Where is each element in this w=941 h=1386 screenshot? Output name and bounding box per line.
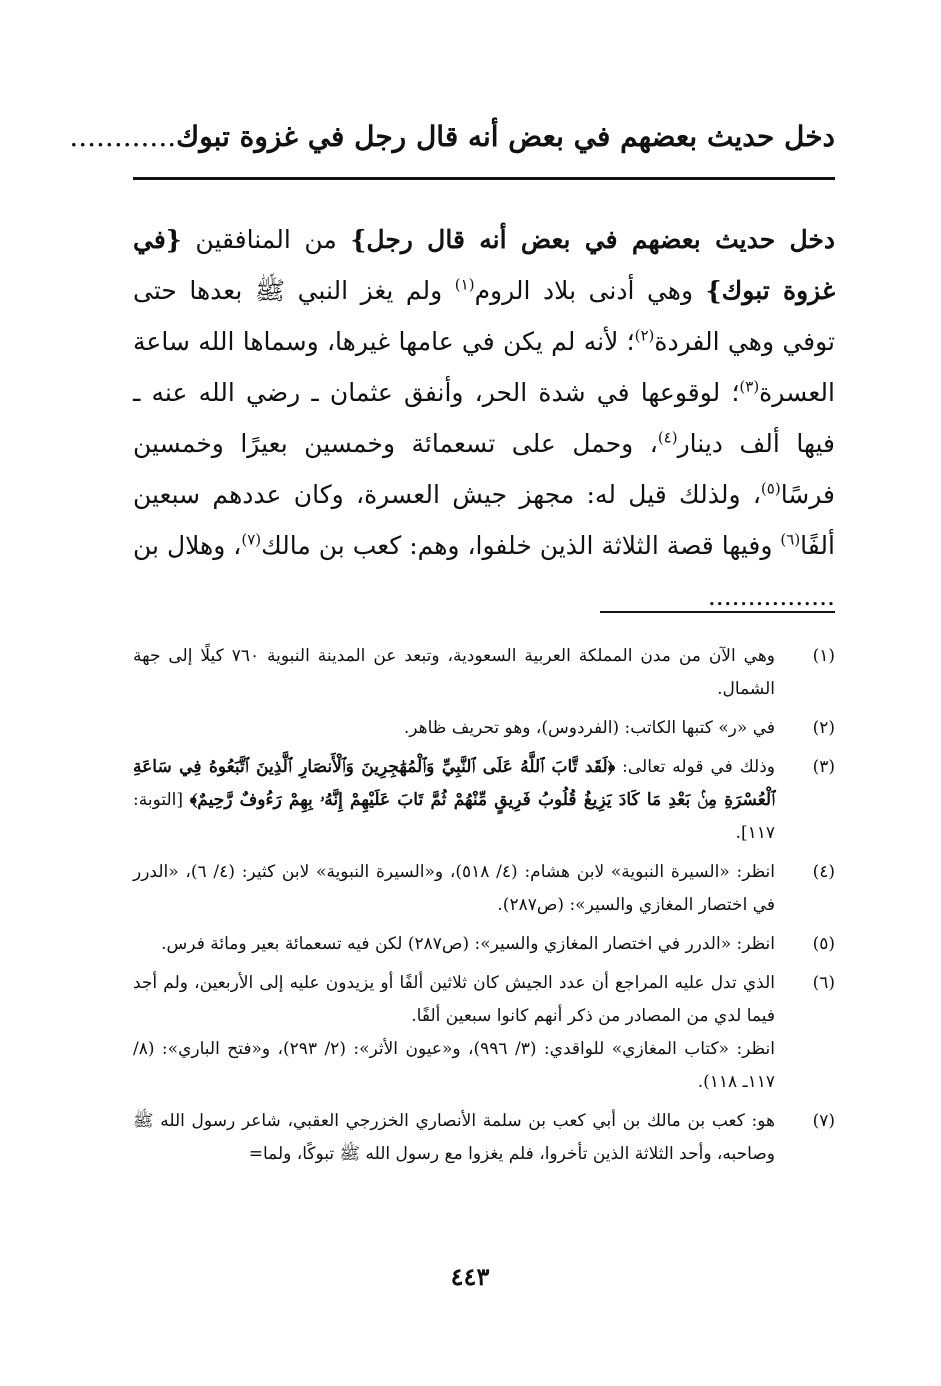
- commentary-text: من المنافقين: [181, 225, 351, 254]
- continuation-dots: ................: [707, 582, 835, 611]
- commentary-text: ؛ لوقوعها في شدة الحر، وأنفق عثمان ـ رضي الله عنه ـ فيها ألف دينار: [133, 378, 836, 458]
- footnote-6: [133, 967, 835, 1099]
- footnote-number: (٢): [812, 718, 835, 738]
- footnote-intro: وذلك في قوله تعالى:: [615, 757, 776, 777]
- footnote-ref-2[interactable]: (٢): [634, 326, 655, 345]
- commentary-text: ، ولذلك قيل له: مجهز جيش العسرة، وكان عددهم سبعين ألفًا: [133, 480, 835, 560]
- footnote-7: [133, 1105, 835, 1171]
- commentary-text: وفيها قصة الثلاثة الذين خلفوا، وهم: كعب بن مالك: [261, 531, 781, 560]
- main-paragraph: [133, 214, 835, 622]
- footnote-text: [133, 967, 775, 1099]
- footnote-1: [133, 640, 835, 706]
- footnote-number: (٥): [812, 934, 835, 954]
- header-dots: ............: [69, 120, 177, 153]
- main-text: [133, 214, 835, 622]
- footnote-text: [133, 751, 775, 850]
- page-number: ٤٤٣: [450, 1262, 490, 1291]
- footnote-ref-6[interactable]: (٦): [780, 530, 801, 549]
- quran-verse: ﴿لَقَد تَّابَ ٱللَّهُ عَلَى ٱلنَّبِيِّ وَٱلْمُهَٰجِرِينَ وَٱلْأَنصَارِ ٱلَّذِينَ ٱتَّبَعُوهُ فِي سَاعَةِ ٱلْعُسْرَةِ مِنۢ بَعْدِ مَا كَادَ يَزِيغُ قُلُوبُ فَرِيقٍ مِّنْهُمْ ثُمَّ تَابَ عَلَيْهِمْ إِنَّهُۥ بِهِمْ رَءُوفٌ رَّحِيمٌ﴾: [133, 757, 775, 810]
- footnote-separator: [600, 611, 835, 613]
- footnote-ref-4[interactable]: (٤): [657, 428, 678, 447]
- footnote-text: [133, 1105, 775, 1171]
- footnote-text: [133, 856, 775, 922]
- footnote-text: [133, 928, 775, 961]
- header-rule: [133, 177, 835, 180]
- footnote-paragraph: انظر: «السيرة النبوية» لابن هشام: (٤/ ٥١٨)، و«السيرة النبوية» لابن كثير: (٤/ ٦)، «الدرر في اختصار المغازي والسير»: (ص٢٨٧).: [133, 862, 776, 915]
- commentary-text: ؛ لأنه لم يكن في عامها غيرها، وسماها الله ساعة العسرة: [133, 327, 835, 407]
- footnote-text: [133, 640, 775, 706]
- footnote-paragraph: الذي تدل عليه المراجع أن عدد الجيش كان ثلاثين ألفًا أو يزيدون عليه إلى الأربعين، ولم أجد فيما لدي من المصادر من ذكر أنهم كانوا سبعين ألفًا.: [133, 973, 775, 1026]
- footnote-2: [133, 712, 835, 745]
- footnote-number: (٧): [812, 1111, 835, 1131]
- commentary-text: ولم يغز النبي ﷺ بعدها حتى توفي وهي الفردة: [133, 276, 835, 356]
- commentary-text: ، وحمل على تسعمائة وخمسين بعيرًا وخمسين فرسًا: [133, 429, 835, 509]
- footnote-number: (٣): [812, 757, 835, 777]
- footnote-paragraph: انظر: «الدرر في اختصار المغازي والسير»: (ص٢٨٧) لكن فيه تسعمائة بعير ومائة فرس.: [161, 934, 775, 954]
- footnotes: [133, 640, 835, 1177]
- footnote-3: [133, 751, 835, 850]
- footnote-paragraph: في «ر» كتبها الكاتب: (الفردوس)، وهو تحريف ظاهر.: [403, 718, 775, 738]
- footnote-ref-5[interactable]: (٥): [760, 479, 781, 498]
- footnote-paragraph: وهي الآن من مدن المملكة العربية السعودية، وتبعد عن المدينة النبوية ٧٦٠ كيلًا إلى جهة الشمال.: [133, 646, 775, 699]
- commentary-text: ، وهلال بن: [133, 531, 242, 560]
- footnote-5: [133, 928, 835, 961]
- footnote-paragraph: انظر: «كتاب المغازي» للواقدي: (٣/ ٩٩٦)، و«عيون الأثر»: (٢/ ٢٩٣)، و«فتح الباري»: (٨/ ١١٧ـ ١١٨).: [133, 1039, 775, 1092]
- running-header: [69, 112, 835, 162]
- footnote-paragraph: [133, 751, 775, 850]
- footnote-ref-7[interactable]: (٧): [241, 530, 262, 549]
- commentary-text: وهي أدنى بلاد الروم: [474, 276, 706, 305]
- footnote-paragraph: هو: كعب بن مالك بن أبي كعب بن سلمة الأنصاري الخزرجي العقبي، شاعر رسول الله ﷺ وصاحبه، وأحد الثلاثة الذين تأخروا، فلم يغزوا مع رسول الله ﷺ تبوكًا، ولما=: [133, 1111, 775, 1164]
- quoted-text: {في غزوة تبوك}: [133, 225, 836, 305]
- footnote-number: (١): [812, 646, 835, 666]
- header-title: دخل حديث بعضهم في بعض أنه قال رجل في غزوة تبوك: [176, 120, 835, 153]
- quoted-text: دخل حديث بعضهم في بعض أنه قال رجل}: [350, 225, 835, 254]
- footnote-ref-3[interactable]: (٣): [739, 377, 760, 396]
- footnote-number: (٦): [812, 973, 835, 993]
- footnote-text: [133, 712, 775, 745]
- footnote-number: (٤): [812, 862, 835, 882]
- footnote-ref-1[interactable]: (١): [454, 275, 475, 294]
- verse-reference: [التوبة: ١١٧].: [133, 790, 775, 843]
- footnote-4: [133, 856, 835, 922]
